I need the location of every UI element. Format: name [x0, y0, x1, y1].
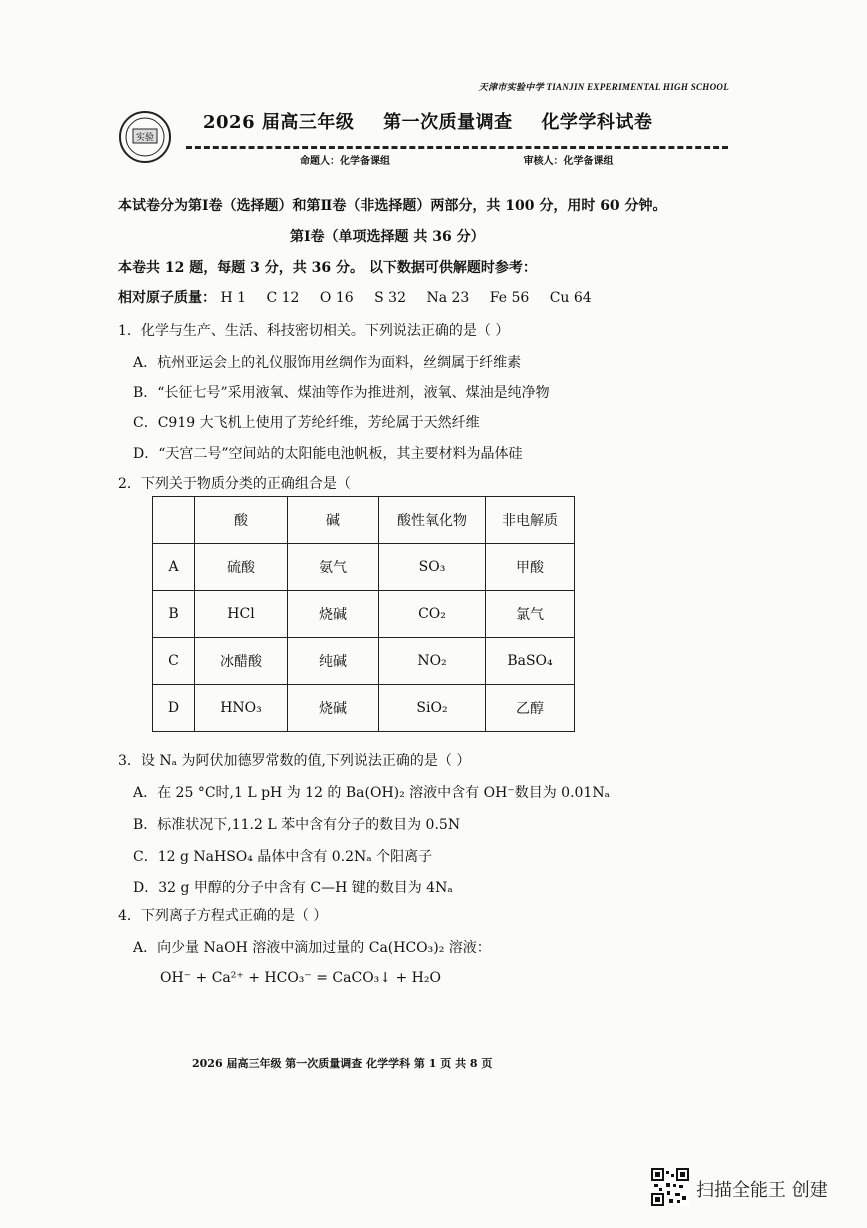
section-note: 本卷共 12 题，每题 3 分，共 36 分。 以下数据可供解题时参考：	[118, 260, 537, 276]
table-cell: NO₂	[379, 638, 486, 685]
table-cell: 氨气	[288, 544, 379, 591]
table-cell: B	[153, 591, 195, 638]
table-cell: BaSO₄	[486, 638, 575, 685]
table-cell: 甲酸	[486, 544, 575, 591]
mass-na: Na 23	[426, 290, 470, 306]
table-cell: SO₃	[379, 544, 486, 591]
table-header-cell	[153, 497, 195, 544]
intro: 本试卷分为第Ⅰ卷（选择题）和第Ⅱ卷（非选择题）两部分，共 100 分，用时 60 分钟。	[118, 198, 667, 214]
table-row	[153, 544, 575, 591]
title-grade: 2026 届高三年级	[203, 112, 355, 133]
setter: 命题人：化学备课组	[300, 156, 390, 167]
section-title: 第Ⅰ卷（单项选择题 共 36 分）	[290, 229, 485, 245]
table-cell: HNO₃	[195, 685, 288, 732]
q3-option-c: C．12 g NaHSO₄ 晶体中含有 0.2Nₐ 个阳离子	[133, 849, 433, 865]
q1-stem: 1．化学与生产、生活、科技密切相关。下列说法正确的是（ ）	[118, 323, 510, 339]
table-cell: 硫酸	[195, 544, 288, 591]
table-header-cell: 酸	[195, 497, 288, 544]
table-cell: CO₂	[379, 591, 486, 638]
title-subject: 化学学科试卷	[541, 112, 653, 133]
table-cell: 纯碱	[288, 638, 379, 685]
q1-option-d: D．“天宫二号”空间站的太阳能电池帆板，其主要材料为晶体硅	[133, 446, 523, 462]
table-row	[153, 685, 575, 732]
q4-equation: OH⁻ + Ca²⁺ + HCO₃⁻ = CaCO₃↓ + H₂O	[160, 970, 441, 986]
svg-text:实验: 实验	[135, 133, 155, 143]
table-header-row	[153, 497, 575, 544]
qr-code-icon	[651, 1168, 689, 1206]
atomic-masses	[118, 287, 592, 307]
q4-option-a: A．向少量 NaOH 溶液中滴加过量的 Ca(HCO₃)₂ 溶液：	[133, 940, 491, 956]
mass-o: O 16	[319, 290, 354, 306]
page-footer: 2026 届高三年级 第一次质量调查 化学学科 第 1 页 共 8 页	[192, 1057, 493, 1070]
table-cell: 烧碱	[288, 685, 379, 732]
atomic-masses-label: 相对原子质量：	[118, 290, 216, 306]
q3-option-d: D．32 g 甲醇的分子中含有 C—H 键的数目为 4Nₐ	[133, 880, 453, 896]
table-row	[153, 591, 575, 638]
school-logo	[118, 110, 172, 164]
table-cell: C	[153, 638, 195, 685]
table-header-cell: 碱	[288, 497, 379, 544]
q3-stem: 3．设 Nₐ 为阿伏加德罗常数的值,下列说法正确的是（ ）	[118, 753, 471, 769]
table-cell: 乙醇	[486, 685, 575, 732]
table-cell: HCl	[195, 591, 288, 638]
q1-option-a: A．杭州亚运会上的礼仪服饰用丝绸作为面料，丝绸属于纤维素	[133, 355, 522, 371]
reviewer: 审核人：化学备课组	[523, 156, 614, 167]
table-header-cell: 非电解质	[486, 497, 575, 544]
classification-table	[152, 496, 575, 732]
table-cell: A	[153, 544, 195, 591]
title-exam: 第一次质量调查	[383, 112, 513, 133]
table-cell: 冰醋酸	[195, 638, 288, 685]
mass-s: S 32	[374, 290, 406, 306]
q1-option-c: C．C919 大飞机上使用了芳纶纤维，芳纶属于天然纤维	[133, 415, 480, 431]
q2-stem: 2．下列关于物质分类的正确组合是（	[118, 476, 351, 492]
mass-cu: Cu 64	[549, 290, 592, 306]
q4-stem: 4．下列离子方程式正确的是（ ）	[118, 908, 328, 924]
q1-option-b: B．“长征七号”采用液氧、煤油等作为推进剂，液氧、煤油是纯净物	[133, 385, 550, 401]
school-name: 天津市实验中学 TIANJIN EXPERIMENTAL HIGH SCHOOL	[478, 82, 729, 92]
table-cell: D	[153, 685, 195, 732]
mass-fe: Fe 56	[489, 290, 530, 306]
watermark: 扫描全能王 创建	[696, 1180, 828, 1201]
table-cell: 氯气	[486, 591, 575, 638]
title-divider	[186, 146, 728, 149]
mass-c: C 12	[266, 290, 300, 306]
q3-option-a: A．在 25 °C时,1 L pH 为 12 的 Ba(OH)₂ 溶液中含有 OH⁻数目为 0.01Nₐ	[133, 785, 610, 801]
table-header-cell: 酸性氧化物	[379, 497, 486, 544]
q3-option-b: B．标准状况下,11.2 L 苯中含有分子的数目为 0.5N	[133, 817, 461, 833]
table-cell: SiO₂	[379, 685, 486, 732]
table-cell: 烧碱	[288, 591, 379, 638]
authors	[300, 152, 613, 167]
table-row	[153, 638, 575, 685]
mass-h: H 1	[220, 290, 247, 306]
exam-title	[203, 108, 674, 134]
